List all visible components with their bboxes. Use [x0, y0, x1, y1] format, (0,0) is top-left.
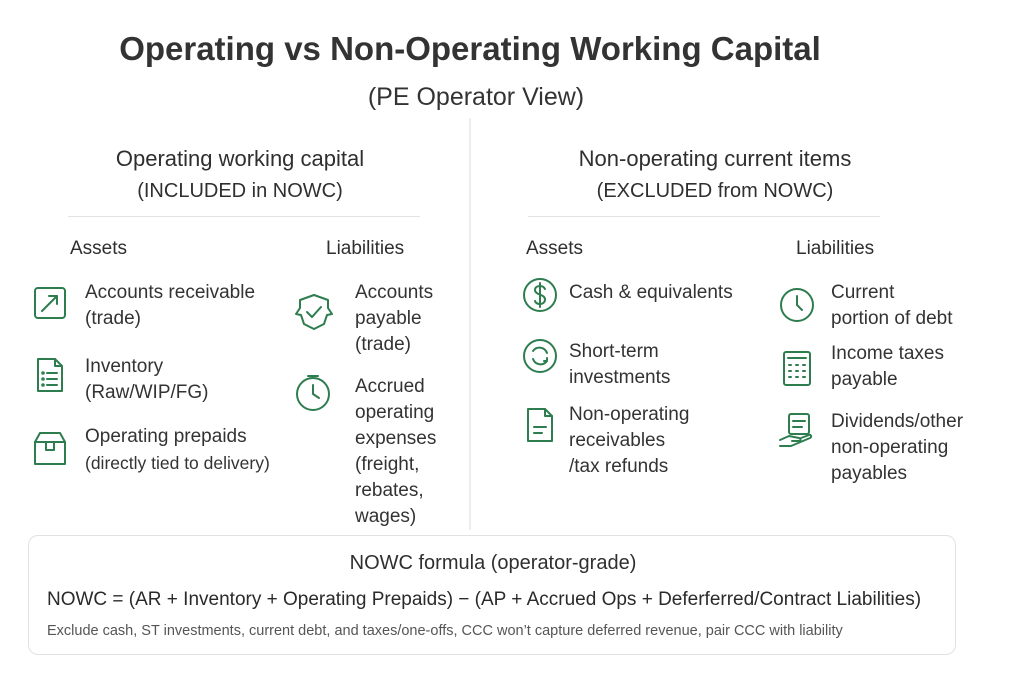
- list-item: Short-term investments: [569, 341, 671, 388]
- list-item: Income taxes payable: [831, 343, 944, 390]
- formula-equation: NOWC = (AR + Inventory + Operating Prepaids) − (AP + Accrued Ops + Deferferred/Contract Liabilities): [47, 589, 922, 610]
- shield-check-icon: [294, 292, 334, 332]
- list-item: Accrued operating expenses (freight, rebates, wages): [355, 376, 437, 527]
- refresh-coin-icon: [520, 336, 560, 376]
- column-divider: [469, 118, 471, 530]
- list-item: Accounts payable (trade): [355, 282, 434, 355]
- hand-document-icon: [777, 410, 817, 450]
- document-icon: [520, 405, 560, 445]
- formula-title: NOWC formula (operator-grade): [349, 552, 637, 574]
- calculator-icon: [777, 348, 817, 388]
- clock-icon: [777, 285, 817, 325]
- list-item: Inventory (Raw/WIP/FG): [85, 356, 209, 403]
- operating-divider: [68, 216, 420, 217]
- operating-liabilities-heading: Liabilities: [326, 238, 405, 259]
- document-list-icon: [30, 355, 70, 395]
- list-item: Operating prepaids (directly tied to delivery): [85, 426, 270, 473]
- non-operating-divider: [528, 216, 880, 217]
- non-operating-heading: Non-operating current items: [578, 146, 852, 171]
- non-operating-assets-heading: Assets: [526, 238, 584, 259]
- list-item: Current portion of debt: [831, 282, 953, 329]
- page-subtitle: (PE Operator View): [367, 83, 585, 111]
- non-operating-liabilities-heading: Liabilities: [796, 238, 875, 259]
- dollar-coin-icon: [520, 275, 560, 315]
- clock-icon: [293, 373, 333, 413]
- list-item: Cash & equivalents: [569, 282, 733, 303]
- formula-note: Exclude cash, ST investments, current debt, and taxes/one-offs, CCC won’t capture deferred revenue, pair CCC with liability: [47, 623, 843, 639]
- list-item: Dividends/other non-operating payables: [831, 411, 964, 484]
- operating-assets-heading: Assets: [70, 238, 128, 259]
- operating-subheading: (INCLUDED in NOWC): [137, 180, 343, 202]
- trend-arrow-icon: [30, 283, 70, 323]
- page-title: Operating vs Non-Operating Working Capital: [119, 30, 821, 67]
- list-item: Non-operating receivables /tax refunds: [569, 404, 690, 477]
- box-icon: [30, 428, 70, 468]
- list-item: Accounts receivable (trade): [85, 282, 256, 329]
- operating-heading: Operating working capital: [115, 146, 365, 171]
- non-operating-subheading: (EXCLUDED from NOWC): [596, 180, 834, 202]
